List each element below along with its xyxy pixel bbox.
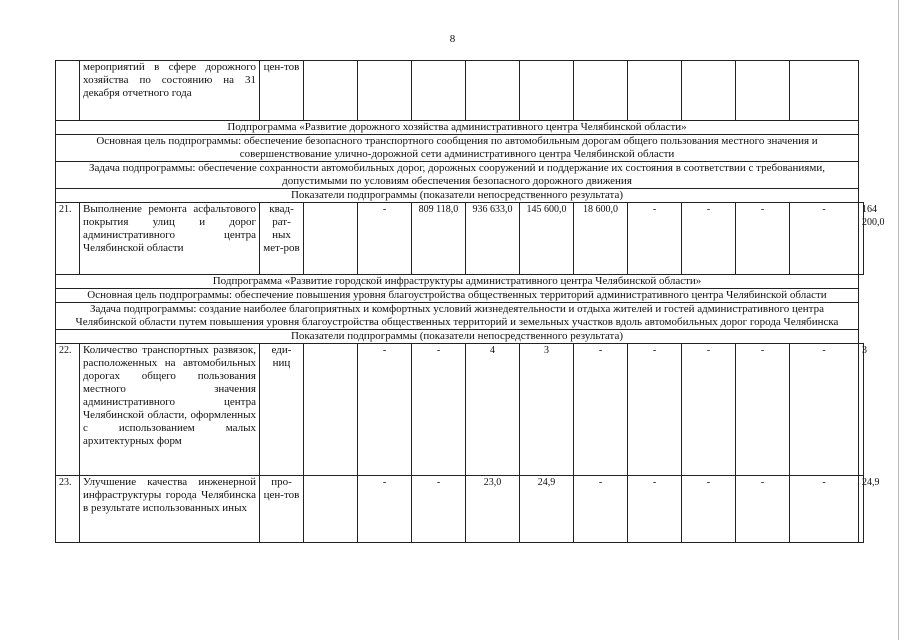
value-cell [304,203,358,275]
value-cell: - [736,344,790,476]
row-number-cell: 22. [56,344,80,476]
indicator-name-cell [80,476,260,543]
value-cell: - [736,203,790,275]
value-cell: - [790,203,859,275]
indicators-heading: Показатели подпрограммы (показатели непосредственного результата) [56,189,859,203]
subprogram-goal: Основная цель подпрограммы: обеспечение безопасного транспортного сообщения по автомобильным дорогам общего пользования местного значения и совершенствование улично-дорожной сети административного центра Челябинской области [56,135,859,162]
scan-edge-line [898,0,899,640]
task-row [56,162,864,189]
row-number-cell: 21. [56,203,80,275]
value-cell [682,61,736,121]
value-cell: 809 118,0 [412,203,466,275]
value-cell [466,61,520,121]
goal-row [56,135,864,162]
value-cell [520,61,574,121]
value-cell: 3 [859,344,864,476]
value-cell: - [412,344,466,476]
value-cell: - [682,476,736,543]
value-cell: - [574,344,628,476]
value-cell [628,61,682,121]
goal-row [56,289,864,303]
subprogram-task: Задача подпрограммы: обеспечение сохранности автомобильных дорог, дорожных сооружений и поддержание их состояния в соответствии с требованиями, допустимыми по условиям обеспечения безопасного дорожного движения [56,162,859,189]
subprogram-title: Подпрограмма «Развитие городской инфраструктуры административного центра Челябинской области» [56,275,859,289]
value-cell: 24,9 [520,476,574,543]
table-row-continued [56,61,864,121]
value-cell: - [358,476,412,543]
value-cell: - [358,344,412,476]
indicator-name-cell: Количество транспортных развязок, расположенных на автомобильных дорогах общего пользования местного значения административного центра Челябинской области, оформленных с использованием малых архитектурных форм [80,344,260,476]
value-cell [412,61,466,121]
table-row [56,476,864,543]
row-number-cell [56,61,80,121]
value-cell: - [412,476,466,543]
page-number: 8 [449,33,456,45]
value-cell: - [628,203,682,275]
value-cell: 936 633,0 [466,203,520,275]
unit-cell: про-цен-тов [260,476,304,543]
subprogram-row [56,121,864,135]
indicators-table [55,60,885,543]
task-row [56,303,864,330]
subprogram-task: Задача подпрограммы: создание наиболее благоприятных и комфортных условий жизнедеятельности и отдыха жителей и гостей административного центра Челябинской области путем повышения уровня благоустройства общественных территорий и земельных участков вдоль автомобильных дорог города Челябинска [56,303,859,330]
subprogram-goal: Основная цель подпрограммы: обеспечение повышения уровня благоустройства общественных территорий административного центра Челябинской области [56,289,859,303]
value-cell [736,61,790,121]
value-cell: 164 200,0 [859,203,864,275]
table-row [56,203,864,275]
value-cell [304,476,358,543]
indicators-heading-row [56,189,864,203]
unit-cell: цен-тов [260,61,304,121]
value-cell [304,344,358,476]
value-cell [358,61,412,121]
value-cell: - [628,476,682,543]
value-cell: - [574,476,628,543]
value-cell: - [682,203,736,275]
value-cell [790,61,859,121]
indicator-name-text: Улучшение качества инженерной инфраструктуры города Челябинска в результате использованных иных [83,476,256,514]
row-number-cell: 23. [56,476,80,543]
value-cell: 23,0 [466,476,520,543]
indicator-name-cell: Выполнение ремонта асфальтового покрытия улиц и дорог административного центра Челябинской области [80,203,260,275]
value-cell: 18 600,0 [574,203,628,275]
table-row [56,344,864,476]
subprogram-row [56,275,864,289]
unit-cell: еди-ниц [260,344,304,476]
indicators-heading-row [56,330,864,344]
value-cell: - [628,344,682,476]
value-cell: 24,9 [859,476,864,543]
value-cell [304,61,358,121]
value-cell: - [682,344,736,476]
unit-cell: квад-рат-ных мет-ров [260,203,304,275]
subprogram-title: Подпрограмма «Развитие дорожного хозяйства административного центра Челябинской области» [56,121,859,135]
value-cell: - [790,476,859,543]
value-cell: 145 600,0 [520,203,574,275]
indicator-name-cell: мероприятий в сфере дорожного хозяйства по состоянию на 31 декабря отчетного года [80,61,260,121]
value-cell: - [790,344,859,476]
value-cell: - [736,476,790,543]
value-cell: - [358,203,412,275]
value-cell: 3 [520,344,574,476]
value-cell: 4 [466,344,520,476]
value-cell [574,61,628,121]
indicators-heading: Показатели подпрограммы (показатели непосредственного результата) [56,330,859,344]
